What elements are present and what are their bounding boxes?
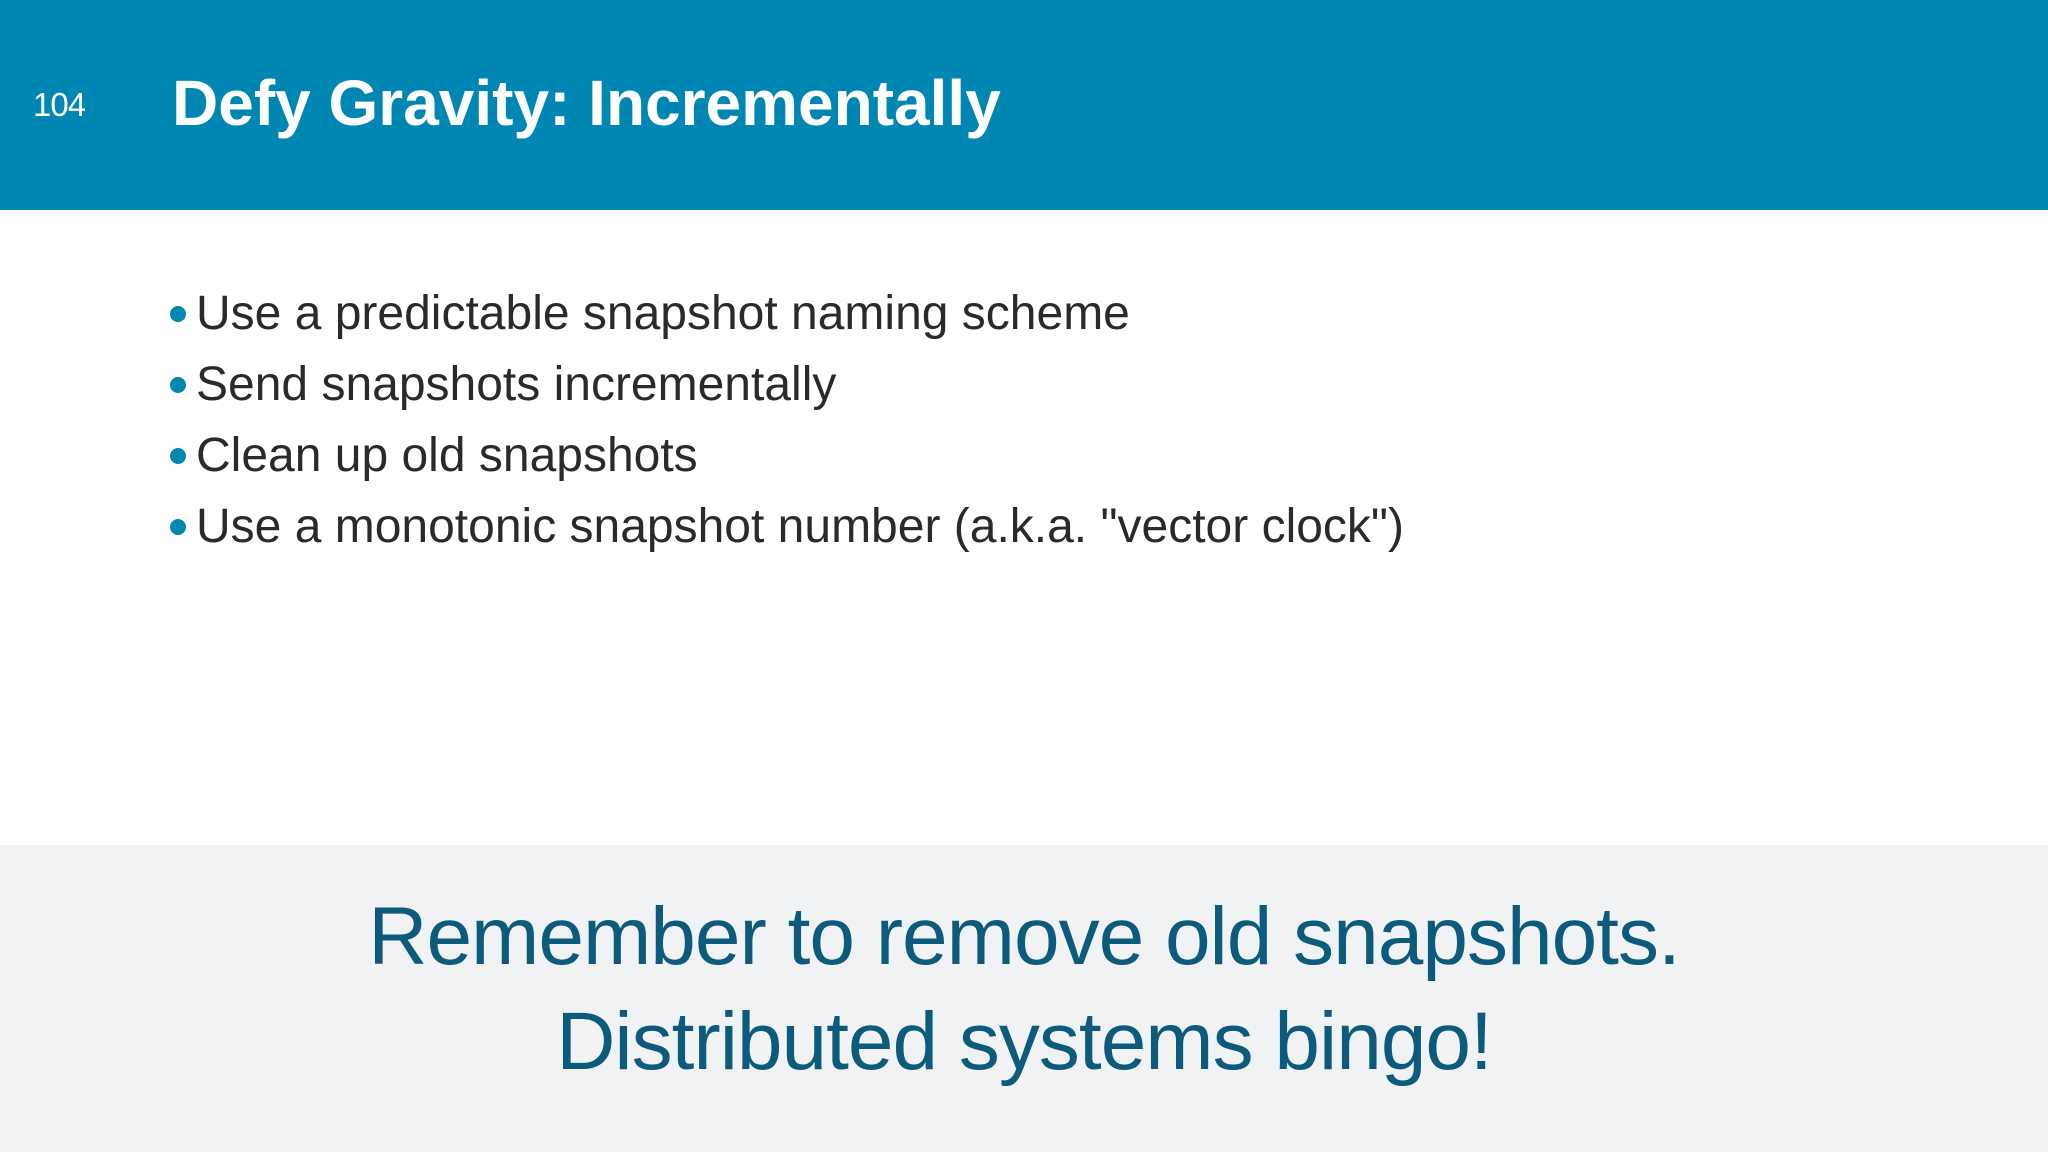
slide-title: Defy Gravity: Incrementally [172,67,1001,139]
slide-header [0,0,2048,210]
bullet-text: Send snapshots incrementally [196,358,837,411]
bullet-text: Use a monotonic snapshot number (a.k.a. "vector clock") [196,500,1404,553]
bullet-list [170,278,1404,562]
bullet-item [170,420,1404,491]
bullet-item [170,278,1404,349]
bullet-dot-icon [170,377,186,393]
bullet-text: Use a predictable snapshot naming scheme [196,287,1130,340]
slide-number: 104 [33,86,86,123]
bullet-dot-icon [170,519,186,535]
callout-line-1: Remember to remove old snapshots. [368,891,1680,982]
callout-line-2: Distributed systems bingo! [556,996,1492,1087]
bullet-dot-icon [170,448,186,464]
callout-box [0,845,2048,1152]
bullet-item [170,491,1404,562]
bullet-item [170,349,1404,420]
bullet-text: Clean up old snapshots [196,429,698,482]
bullet-dot-icon [170,306,186,322]
